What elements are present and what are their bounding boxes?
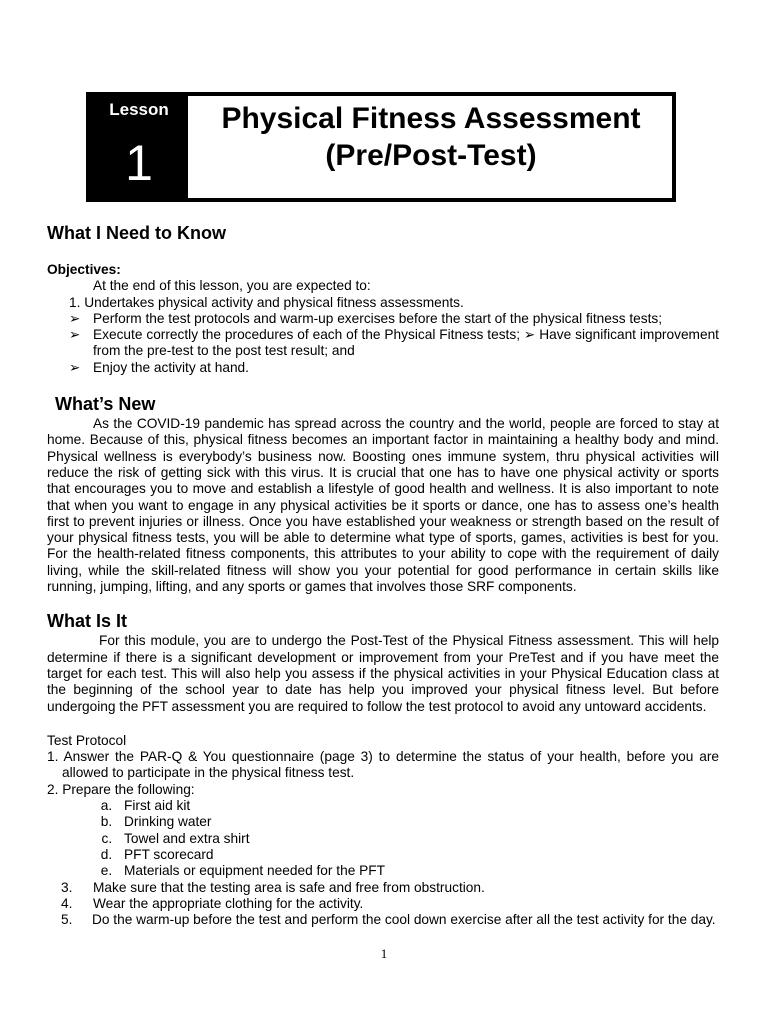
objectives-label: Objectives: (47, 262, 121, 277)
prepare-item: e. Materials or equipment needed for the PFT (116, 863, 719, 879)
objective-item-1: 1. Undertakes physical activity and physical fitness assessments. (69, 294, 464, 310)
arrow-bullet-icon: ➢ (69, 359, 81, 375)
arrow-bullet-icon: ➢ (69, 310, 81, 326)
prepare-item: a. First aid kit (116, 798, 719, 814)
lesson-badge (90, 96, 188, 198)
arrow-bullet-icon: ➢ (69, 327, 81, 343)
prepare-item: d. PFT scorecard (116, 847, 719, 863)
heading-what-is-it: What Is It (47, 611, 127, 632)
objective-bullet: ➢ Execute correctly the procedures of each of the Physical Fitness tests; ➢ Have significant improvement from the pre-test to the post test result; and (69, 327, 719, 359)
what-is-it-paragraph: For this module, you are to undergo the Post-Test of the Physical Fitness assessment. This will help determine if there is a significant development or improvement from your PreTest and if you have meet the target for each test. This will also help you assess if the physical activities in your Physical Education class at the beginning of the school year to date has help you improved your physical fitness level. But before undergoing the PFT assessment you are required to follow the test protocol to avoid any untoward accidents. (47, 633, 719, 714)
prepare-item: c. Towel and extra shirt (116, 831, 719, 847)
protocol-item-3: 3. Make sure that the testing area is safe and free from obstruction. (61, 879, 485, 895)
objectives-intro: At the end of this lesson, you are expected to: (93, 278, 371, 294)
protocol-item-2: 2. Prepare the following: (47, 781, 195, 797)
objectives-list (47, 311, 719, 376)
objective-bullet: ➢ Perform the test protocols and warm-up exercises before the start of the physical fitness tests; (69, 310, 663, 326)
protocol-item-4: 4. Wear the appropriate clothing for the activity. (61, 895, 364, 911)
test-protocol-heading: Test Protocol (47, 732, 127, 748)
objective-bullet: ➢ Enjoy the activity at hand. (69, 359, 249, 375)
protocol-item-1: 1. Answer the PAR-Q & You questionnaire (page 3) to determine the status of your health, before you are allowed to participate in the physical fitness test. (47, 749, 719, 781)
lesson-number: 1 (125, 135, 153, 191)
lesson-label: Lesson (109, 100, 169, 119)
page-number: 1 (380, 946, 388, 961)
prepare-item: b. Drinking water (116, 814, 719, 830)
prepare-list (47, 798, 719, 879)
protocol-item-5: 5. Do the warm-up before the test and perform the cool down exercise after all the test activity for the day. (61, 912, 716, 928)
lesson-title (190, 100, 672, 174)
title-line-2: (Pre/Post-Test) (325, 139, 537, 172)
heading-what-i-need-to-know: What I Need to Know (47, 223, 226, 243)
title-line-1: Physical Fitness Assessment (221, 102, 641, 135)
document-body (47, 222, 719, 928)
lesson-header (86, 92, 676, 202)
heading-whats-new: What’s New (55, 394, 156, 415)
whats-new-paragraph: As the COVID-19 pandemic has spread across the country and the world, people are forced to stay at home. Because of this, physical fitness becomes an important factor in maintaining a healthy body and mind. Physical wellness is everybody’s business now. Boosting ones immune system, thru physical activities will reduce the risk of getting sick with this virus. It is crucial that one has to have one physical activity or sports that encourages you to move and establish a lifestyle of good health and wellness. It is also important to note that when you want to engage in any physical activities be it sports or dance, one has to assess one’s health first to prevent injuries or illness. Once you have established your weakness or strength based on the result of your physical fitness tests, you will be able to determine what type of sports, games, activities is best for you. For the health-related fitness components, this attributes to your ability to cope with the requirement of daily living, while the skill-related fitness will show you your potential for good performance in certain skills like running, jumping, lifting, and any sports or games that involves those SRF components. (47, 416, 719, 595)
